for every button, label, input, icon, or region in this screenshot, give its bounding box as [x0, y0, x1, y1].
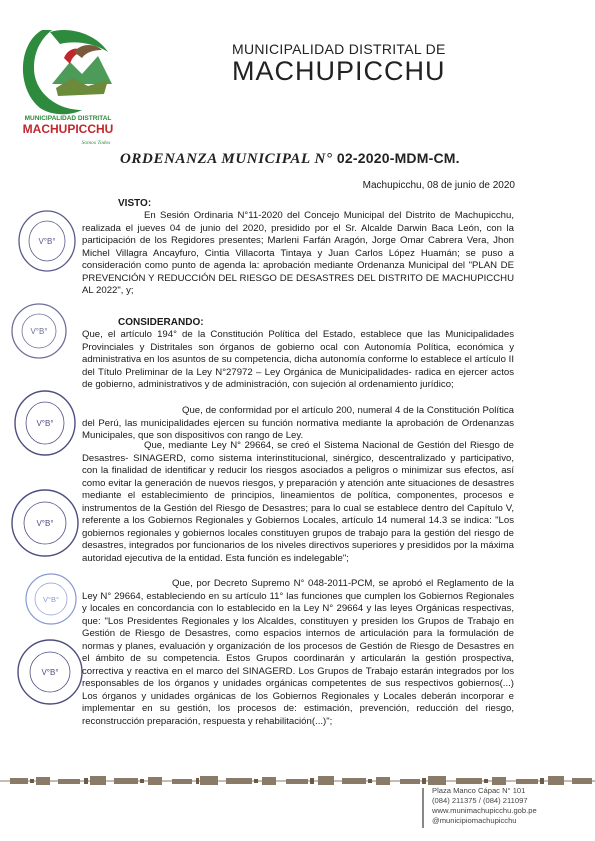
municipal-logo — [12, 22, 124, 148]
approval-stamp — [8, 300, 70, 362]
logo-name-top: MUNICIPALIDAD DISTRITAL — [24, 115, 112, 122]
logo-motto: Somos Todos — [81, 140, 111, 146]
stamp-center-text: V°B° — [36, 419, 54, 428]
document-title — [120, 150, 460, 168]
footer-contact — [432, 786, 537, 826]
visto-heading: VISTO: — [118, 198, 152, 209]
considerando-heading: CONSIDERANDO: — [118, 317, 204, 328]
stamp-center-text: V°B° — [41, 668, 59, 677]
visto-paragraph — [82, 210, 514, 298]
footer-address: Plaza Manco Cápac N° 101 — [432, 786, 526, 795]
considerando-text-4: Que, por Decreto Supremo N° 048-2011-PCM, se aprobó el Reglamento de la Ley N° 29664, estableciendo en su artículo 11° las funciones que cumplen los Gobiernos Regionales y locales en concordancia con lo establecido en la Ley N° 29664 y las leyes Orgánicas respectivas, que: "Los Presidentes Regionales y los Alcaldes, constituyen y presiden los Grupos de Trabajo en Gestión de Riesgo de Desastres, como espacios internos de articulación para la formulación de normas y planes, evaluación y organización de los procesos de Gestión de Riesgo de Desastres en el ámbito de su competencia. Estos Grupos coordinarán y articularán la gestión prospectiva, correctiva y reactiva en el marco del SINAGERD. Los Grupos de Trabajo estarán integrados por los responsables de los órganos y unidades orgánicas competentes de sus respectivos gobiernos(...) Los órganos y unidades orgánicas de los Gobiernos Regionales y Locales deberán incorporar e implementar en su gestión, los procesos de: estimación, prevención, reducción del riesgo, reconstrucción preparación, respuesta y rehabilitación(...)"; — [82, 578, 514, 728]
approval-stamp — [12, 388, 78, 458]
approval-stamp — [14, 636, 86, 708]
approval-stamp — [8, 486, 82, 560]
considerando-paragraph-3 — [82, 440, 514, 565]
stamp-center-text: V°B° — [42, 595, 60, 604]
header-municipality-line2: MACHUPICCHU — [232, 56, 446, 86]
stamp-center-text: V°B° — [30, 327, 48, 336]
considerando-text-2: Que, de conformidad por el artículo 200, numeral 4 de la Constitución Política del Perú, las municipalidades ejercen su función normativa mediante la aprobación de Ordenanzas Municipales, que son dispositivos con rango de Ley. — [82, 405, 514, 442]
considerando-paragraph-1: Que, el artículo 194° de la Constitución Política del Estado, establece que las Municipalidades Provinciales y Distritales son órganos de gobierno ocal con Autonomía Política, económica y administrativa en los asuntos de su competencia, dicha autonomía conforme lo establece el artículo II del Título Preliminar de la Ley N°27972 – Ley Orgánica de Municipalidades- radica en ejercer actos de gobierno, administrativos y de administración, con sujeción al ordenamiento jurídico; — [82, 329, 514, 391]
header-municipality-line1: MUNICIPALIDAD DISTRITAL DE — [232, 41, 446, 57]
footer-social-handle[interactable]: @municipiomachupicchu — [432, 816, 517, 825]
stamp-center-text: V°B° — [36, 519, 54, 528]
stamp-center-text: V°B° — [38, 237, 56, 246]
considerando-text-3: Que, mediante Ley N° 29664, se creó el Sistema Nacional de Gestión del Riesgo de Desastres- SINAGERD, como sistema interinstitucional, sinérgico, descentralizado y participativo, con la finalidad de identificar y reducir los riesgos asociados a peligros o minimizar sus efectos, así como evitar la generación de nuevos riesgos, y preparación y atención ante situaciones de desastres mediante el establecimiento de principios, lineamientos de política, componentes, procesos e instrumentos de la Gestión del Riesgo de Desastres; para lo cual se establece dentro del Capítulo V, referente a los Gobiernos Regionales y Gobiernos Locales, artículo 14 numeral 14.3 se indica: "Los gobiernos regionales y gobiernos locales constituyen grupos de trabajo para la gestión del riesgo de desastres, integrados por funcionarios de los niveles directivos superiores y presididos por la máxima autoridad ejecutiva de la entidad. Esta función es indelegable"; — [82, 440, 514, 564]
considerando-paragraph-4 — [82, 578, 514, 729]
footer-website-link[interactable]: www.munimachupicchu.gob.pe — [432, 806, 537, 815]
approval-stamp — [16, 208, 78, 274]
visto-text: En Sesión Ordinaria N°11-2020 del Concejo Municipal del Distrito de Machupicchu, realizada el jueves 04 de junio del 2020, presidido por el Sr. Alcalde Darwin Baca León, con la participación de los Regidores presentes; Marleni Farfán Aragón, Jorge Omar Cabrera Vera, Jhon Michel Villagra Ancayfuro, Cintia Villacorta Tintaya y Juan Carlos López Huamán; se puso a consideración como punto de agenda la: aprobación mediante Ordenanza Municipal del "PLAN DE PREVENCIÓN Y REDUCCIÓN DEL RIESGO DE DESASTRES DEL DISTRITO DE MACHUPICCHU AL 2022", y; — [82, 210, 514, 297]
place-and-date: Machupicchu, 08 de junio de 2020 — [362, 180, 515, 191]
considerando-paragraph-2 — [82, 405, 514, 443]
approval-stamp — [22, 570, 80, 628]
title-number: 02-2020-MDM-CM. — [336, 150, 460, 166]
footer-divider — [422, 788, 424, 828]
footer-phones: (084) 211375 / (084) 211097 — [432, 796, 528, 805]
title-prefix: ORDENANZA MUNICIPAL N° — [120, 151, 333, 167]
logo-name-main: MACHUPICCHU — [22, 122, 114, 136]
